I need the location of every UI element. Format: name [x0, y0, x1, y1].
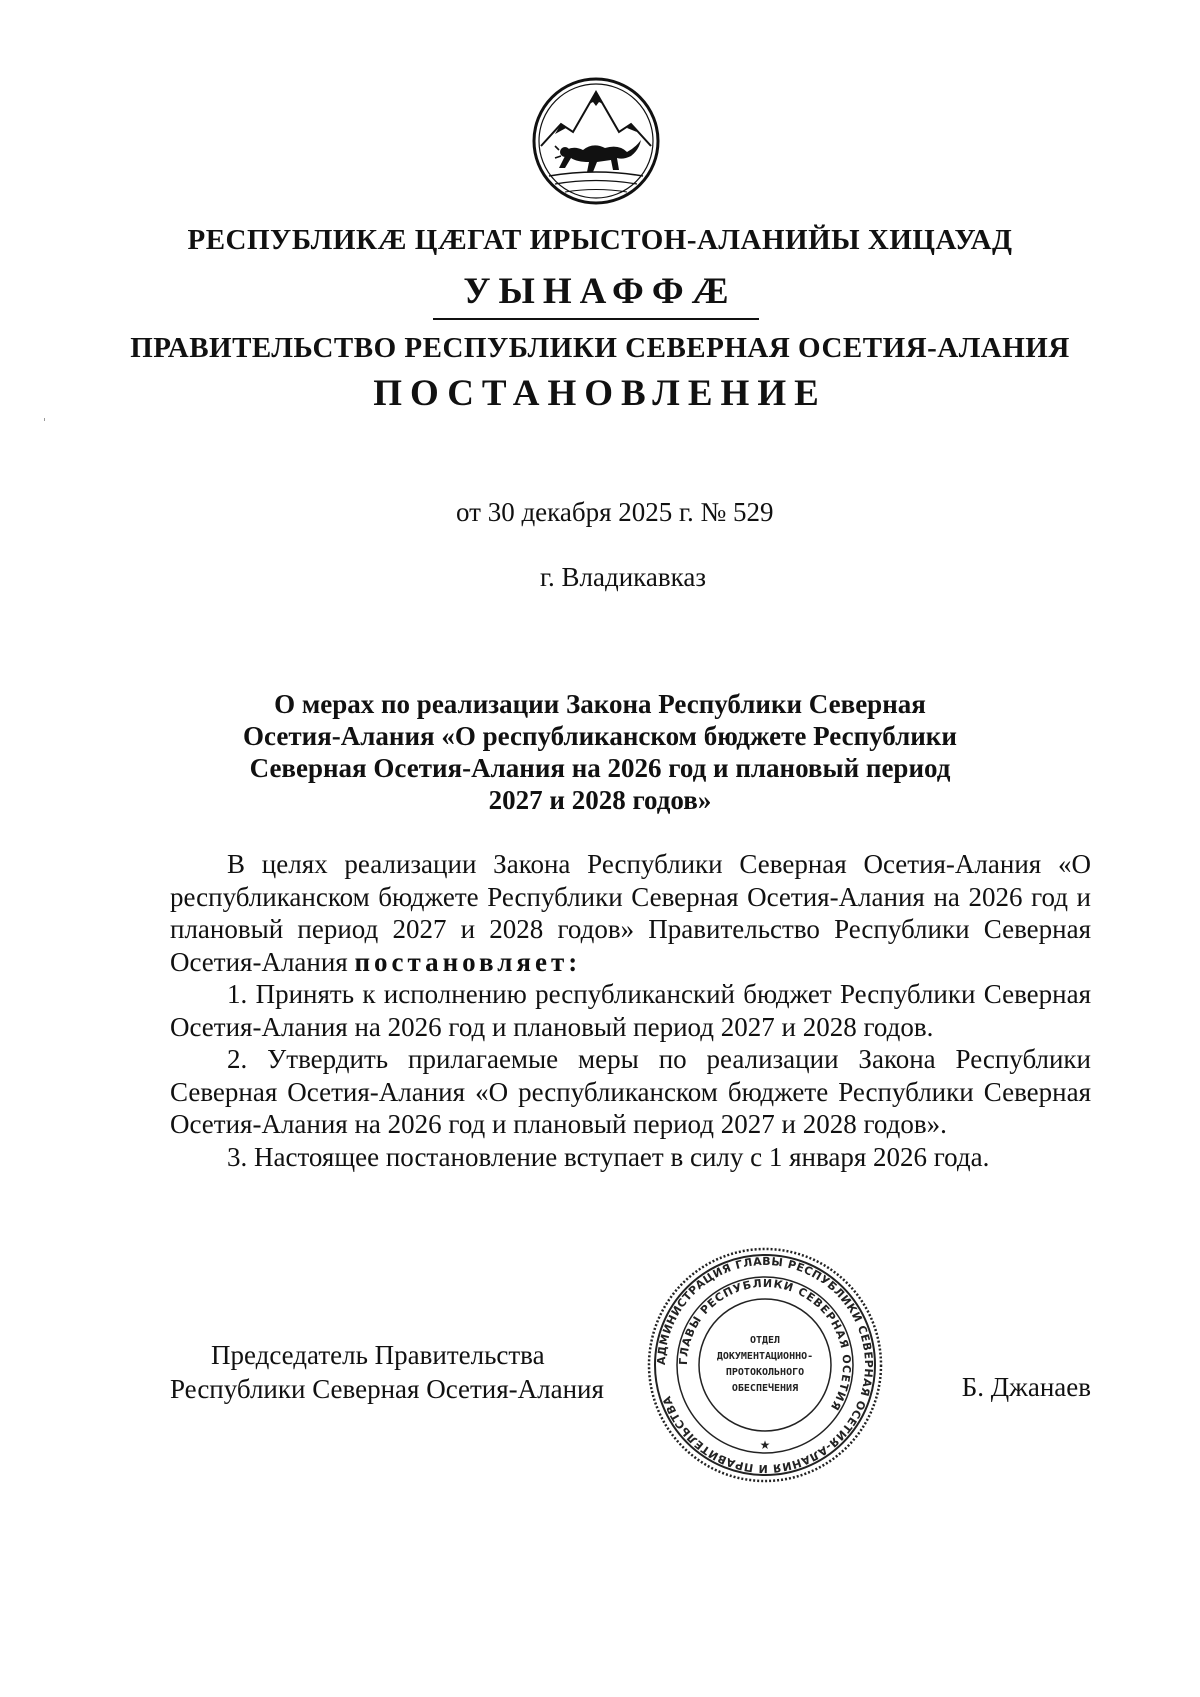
stamp-inner-text: ГЛАВЫ РЕСПУБЛИКИ СЕВЕРНАЯ ОСЕТИЯ — [676, 1276, 854, 1414]
decree-word: постановляет: — [354, 946, 582, 977]
stamp-center-line: ОТДЕЛ — [749, 1335, 781, 1346]
subject-line: 2027 и 2028 годов» — [488, 785, 712, 815]
svg-text:★: ★ — [759, 1438, 771, 1452]
document-subject — [240, 688, 960, 816]
russian-doc-type: ПОСТАНОВЛЕНИЕ — [373, 373, 827, 414]
scan-mark — [44, 418, 45, 421]
item-paragraph: 3. Настоящее постановление вступает в силу с 1 января 2026 года. — [227, 1141, 990, 1172]
date-number: от 30 декабря 2025 г. № 529 — [456, 497, 774, 527]
position-line: Республики Северная Осетия-Алания — [170, 1374, 604, 1404]
position-line: Председатель Правительства — [211, 1340, 545, 1370]
subject-line: Осетия-Алания «О республиканском бюджете Республики — [243, 721, 957, 751]
city: г. Владикавказ — [540, 562, 706, 592]
ossetian-government-heading: РЕСПУБЛИКӔ ЦӔГАТ ИРЫСТОН-АЛАНИЙЫ ХИЦАУАД — [187, 224, 1013, 256]
russian-government-heading: ПРАВИТЕЛЬСТВО РЕСПУБЛИКИ СЕВЕРНАЯ ОСЕТИЯ-АЛАНИЯ — [130, 332, 1070, 364]
official-stamp-icon — [645, 1245, 885, 1485]
heading-underline — [433, 318, 759, 320]
signatory-name: Б. Джанаев — [961, 1372, 1091, 1402]
signatory-position — [170, 1338, 604, 1406]
ossetian-doc-type: УЫНАФФӔ — [463, 271, 737, 312]
stamp-center-line: ДОКУМЕНТАЦИОННО- — [716, 1351, 814, 1362]
item-paragraph: 1. Принять к исполнению республиканский бюджет Республики Северная Осетия-Алания на 2026 год и плановый период 2027 и 2028 годов. — [170, 979, 1091, 1042]
subject-line: О мерах по реализации Закона Республики Северная — [274, 689, 926, 719]
item-paragraph: 2. Утвердить прилагаемые меры по реализации Закона Республики Северная Осетия-Алания «О республиканском бюджете Республики Северная Осетия-Алания на 2026 год и плановый период 2027 и 2028 годов». — [170, 1044, 1091, 1139]
stamp-center-line: ОБЕСПЕЧЕНИЯ — [731, 1383, 799, 1394]
document-body — [170, 848, 1091, 1173]
preamble-text: В целях реализации Закона Республики Северная Осетия-Алания «О республиканском бюджете Республики Северная Осетия-Алания на 2026 год и плановый период 2027 и 2028 годов» Правительство Республики Северная Осетия-Алания — [170, 849, 1091, 977]
subject-line: Северная Осетия-Алания на 2026 год и плановый период — [249, 753, 951, 783]
coat-of-arms-icon — [531, 76, 661, 206]
stamp-outer-text: АДМИНИСТРАЦИЯ ГЛАВЫ РЕСПУБЛИКИ СЕВЕРНАЯ ОСЕТИЯ-АЛАНИЯ И ПРАВИТЕЛЬСТВА — [654, 1254, 876, 1476]
stamp-center-line: ПРОТОКОЛЬНОГО — [725, 1367, 805, 1378]
preamble-paragraph — [170, 848, 1091, 978]
